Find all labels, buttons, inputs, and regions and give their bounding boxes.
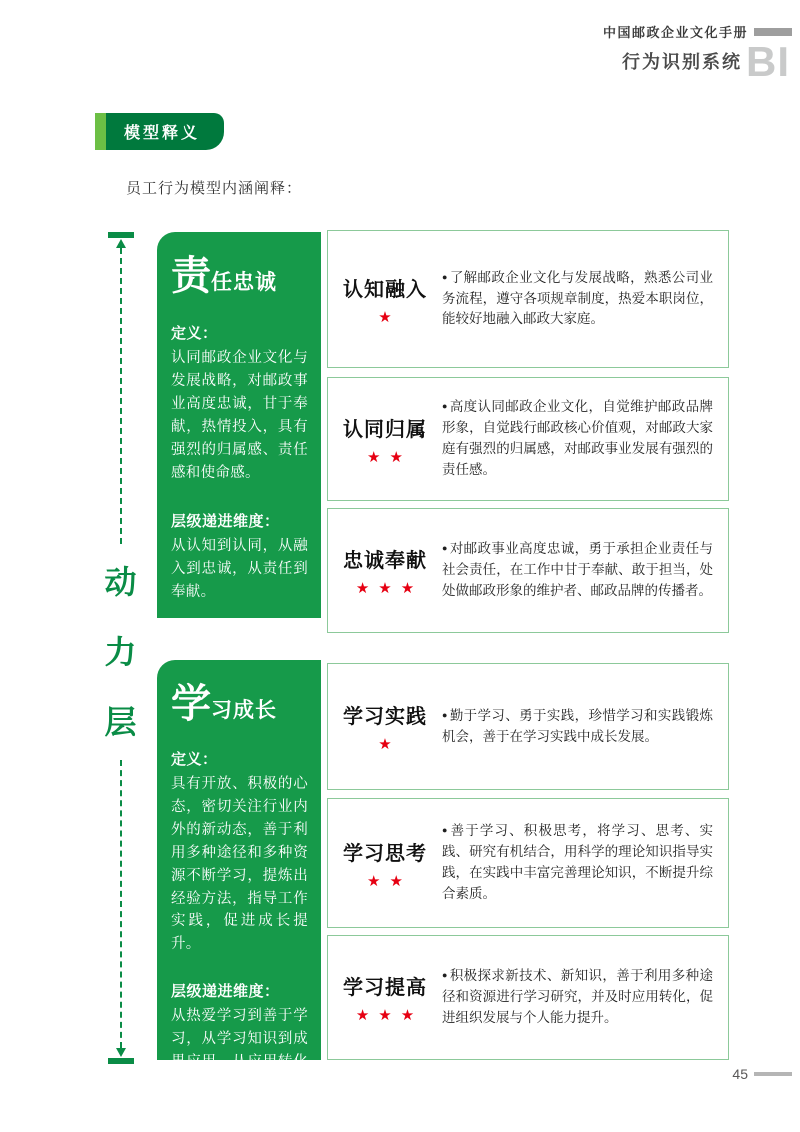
definition-label: 定义： [171,325,218,342]
definition-text: 认同邮政企业文化与发展战略，对邮政事业高度忠诚，甘于奉献，热情投入，具有强烈的归属感、责任感和使命感。 [171,350,308,481]
level-head [328,700,442,753]
axis-top-bar [108,232,134,238]
bullet-icon: ● [442,970,448,981]
star-rating: ★★★ [355,1007,424,1024]
level-description [442,966,728,1029]
level-description [442,397,728,481]
definition-label: 定义： [171,751,218,768]
level-description-text: 积极探求新技术、新知识，善于利用多种途径和资源进行学习研究，并及时应用转化，促进组织发展与个人能力提升。 [442,968,714,1025]
level-head [328,971,442,1024]
axis-bottom-bar [108,1058,134,1064]
level-name: 忠诚奉献 [343,550,427,572]
level-box-practice [327,663,729,790]
system-abbreviation: BI [746,38,790,85]
header-bar-decoration [754,28,792,36]
group-title [171,256,308,296]
level-name: 认知融入 [343,278,427,301]
level-name: 学习思考 [343,842,427,865]
level-head [328,837,442,890]
bullet-icon: ● [442,543,448,554]
axis-char: 动 [104,564,137,600]
dimension-label: 层级递进维度： [171,513,280,531]
group-title [171,684,308,724]
level-description-text: 勤于学习、勇于实践，珍惜学习和实践锻炼机会，善于在学习实践中成长发展。 [442,707,714,744]
motivation-layer-axis [104,232,137,1064]
group-title-rest: 习成长 [211,699,277,722]
page-number: 45 [732,1066,748,1082]
level-description [442,268,728,331]
level-description-text: 善于学习、积极思考，将学习、思考、实践、研究有机结合，用科学的理论知识指导实践，在实践中丰富完善理论知识，不断提升综合素质。 [442,823,714,901]
level-description [442,706,728,748]
star-rating: ★★★ [355,580,424,597]
dimension-label: 层级递进维度： [171,983,280,1001]
axis-char: 力 [104,634,137,670]
dimension-text: 从热爱学习到善于学习，从学习知识到成果应用，从应用转化到能力提升。 [171,1008,308,1093]
level-description-text: 对邮政事业高度忠诚，勇于承担企业责任与社会责任，在工作中甘于奉献、敢于担当，处处做邮政形象的维护者、邮政品牌的传播者。 [442,541,714,598]
section-label [95,113,224,150]
bullet-icon: ● [442,825,449,836]
star-rating: ★★ [367,448,412,466]
intro-text: 员工行为模型内涵阐释： [126,180,303,197]
bullet-icon: ● [442,709,448,720]
level-box-cognition [327,230,729,368]
star-rating: ★ [378,308,401,326]
level-name: 学习提高 [343,977,427,999]
page-footer [732,1066,792,1082]
level-box-improvement [327,935,729,1060]
level-description [442,821,728,905]
level-head [328,273,442,326]
label-accent-bar [95,113,106,150]
footer-line-decoration [754,1072,792,1076]
level-box-loyalty [327,508,729,633]
section-label-text: 模型释义 [106,113,224,150]
axis-label [104,544,136,760]
level-name: 认同归属 [343,418,427,441]
level-box-identification [327,377,729,501]
group-panel-learning [157,660,321,1093]
level-box-thinking [327,798,729,928]
page-header [602,22,792,85]
arrow-up-icon [120,248,122,544]
bullet-icon: ● [442,401,448,412]
star-rating: ★ [378,736,401,753]
definition-text: 具有开放、积极的心态，密切关注行业内外的新动态，善于利用多种途径和多种资源不断学习，提炼出经验方法，指导工作实践，促进成长提升。 [171,776,308,953]
level-name: 学习实践 [343,706,427,728]
axis-char: 层 [104,704,137,740]
bullet-icon: ● [442,271,448,282]
level-description-text: 高度认同邮政企业文化，自觉维护邮政品牌形象，自觉践行邮政核心价值观，对邮政大家庭有强烈的归属感，对邮政事业发展有强烈的责任感。 [442,399,714,477]
group-title-first-char: 学 [171,682,211,726]
handbook-title: 中国邮政企业文化手册 [602,25,748,40]
star-rating: ★★ [367,872,412,890]
level-description-text: 了解邮政企业文化与发展战略，熟悉公司业务流程，遵守各项规章制度，热爱本职岗位，能较好地融入邮政大家庭。 [442,269,714,327]
dimension-text: 从认知到认同，从融入到忠诚，从责任到奉献。 [171,538,308,601]
level-head [328,544,442,597]
group-title-rest: 任忠诚 [211,271,277,294]
arrow-down-icon [120,760,122,1048]
system-name: 行为识别系统 [622,52,742,72]
level-description [442,539,728,602]
group-title-first-char: 责 [171,254,211,298]
level-head [328,413,442,466]
group-panel-responsibility [157,232,321,618]
